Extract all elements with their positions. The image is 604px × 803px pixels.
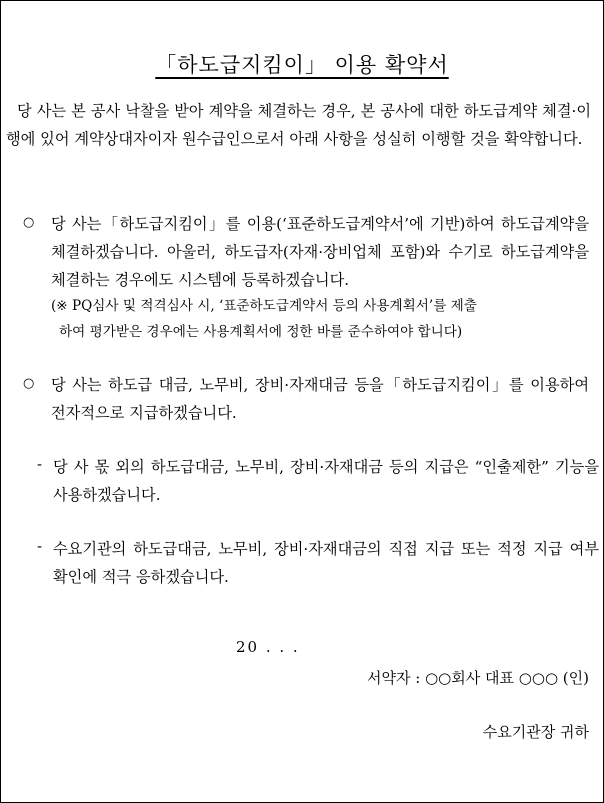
date-line: 20 . . . (236, 638, 300, 656)
bullet-dash: - (37, 537, 43, 555)
signer-line: 서약자 : ○○회사 대표 ○○○ (인) (367, 669, 589, 687)
bullet-circle: ○ (23, 215, 35, 230)
intro-paragraph: 당 사는 본 공사 낙찰을 받아 계약을 체결하는 경우, 본 공사에 대한 하도급계약 체결·이행에 있어 계약상대자이자 원수급인으로서 아래 사항을 성실히 이행할 것을 확약합니다. (6, 102, 591, 148)
pledge-item-1-note: (※ PQ심사 및 적격심사 시, ‘표준하도급계약서 등의 사용계획서’를 제출 하여 평가받은 경우에는 사용계획서에 정한 바를 준수하여야 합니다) (51, 298, 477, 340)
document-title: 「하도급지킴이」 이용 확약서 (155, 53, 449, 77)
bullet-circle: ○ (23, 376, 35, 391)
addressee: 수요기관장 귀하 (482, 723, 589, 741)
sub-item-2: 수요기관의 하도급대금, 노무비, 장비·자재대금의 직접 지급 또는 적정 지급 여부 확인에 적극 응하겠습니다. (53, 540, 599, 586)
bullet-dash: - (37, 455, 43, 473)
pledge-item-1: 당 사는「하도급지킴이」를 이용(‘표준하도급계약서’에 기반)하여 하도급계약을 체결하겠습니다. 아울러, 하도급자(자재·장비업체 포함)와 수기로 하도급계약을 체결하는 경우에도 시스템에 등록하겠습니다. (51, 215, 589, 289)
pledge-item-2: 당 사는 하도급 대금, 노무비, 장비·자재대금 등을「하도급지킴이」를 이용하여 전자적으로 지급하겠습니다. (51, 376, 589, 422)
sub-item-1: 당 사 몫 외의 하도급대금, 노무비, 장비·자재대금 등의 지급은 “인출제한” 기능을 사용하겠습니다. (53, 458, 599, 504)
